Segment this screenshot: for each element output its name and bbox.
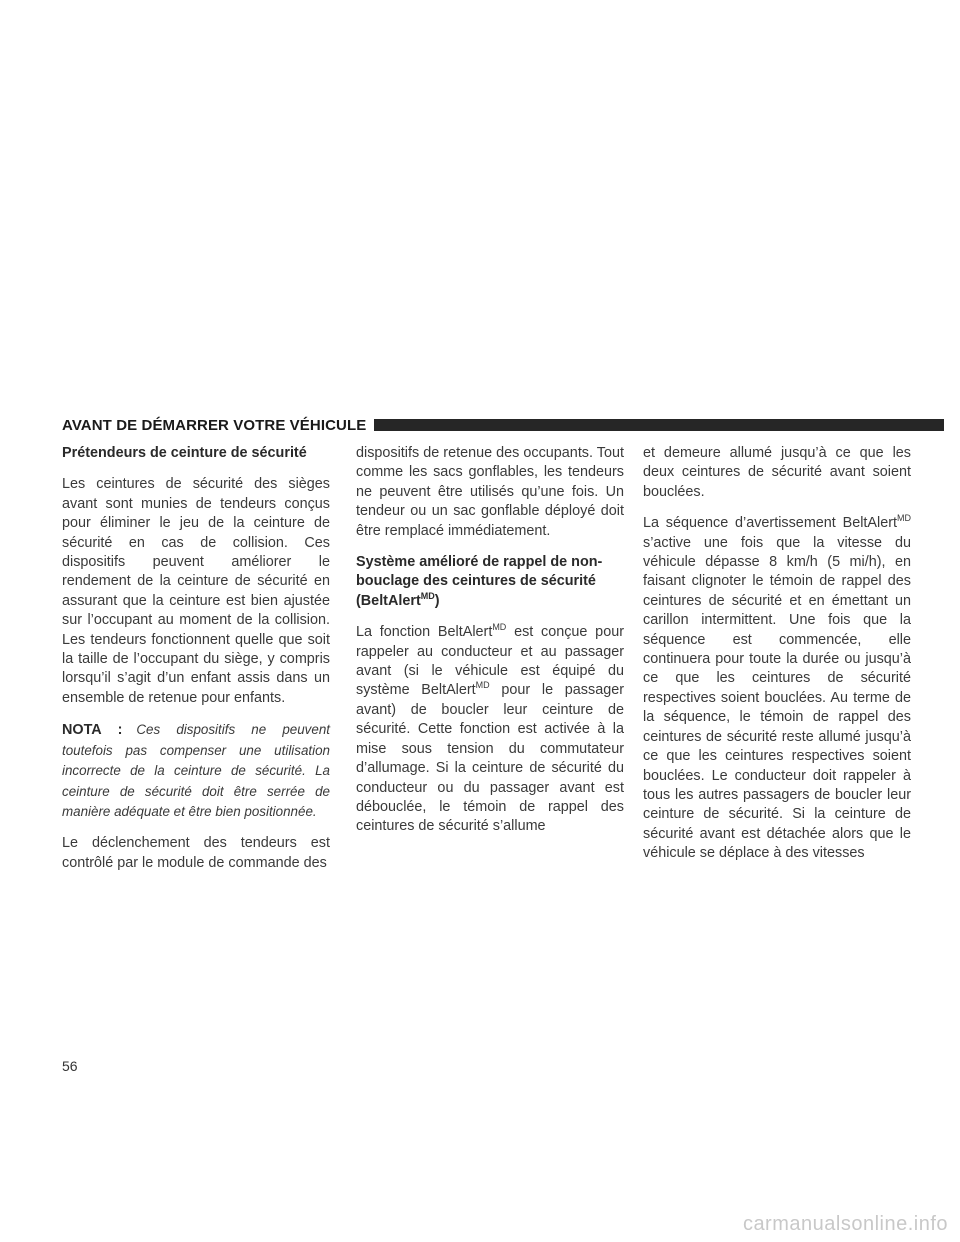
trademark-sup: MD: [492, 622, 507, 633]
nota-note: [62, 720, 330, 822]
watermark: carmanualsonline.info: [742, 1213, 948, 1235]
beltalert-text-b: est conçue pour rappeler au conducteur et au passager avant (si le véhicule est équipé du système BeltAlert: [356, 624, 624, 699]
column-3: [643, 444, 911, 876]
column-2: [356, 444, 624, 849]
section-header: [62, 412, 944, 438]
trademark-sup: MD: [475, 680, 490, 691]
nota-label: NOTA :: [62, 722, 123, 739]
trademark-sup: MD: [420, 590, 435, 601]
column-1: [62, 444, 330, 885]
reminder-paragraph: et demeure allumé jusqu’à ce que les deux ceintures de sécurité avant soient bouclées.: [643, 445, 911, 500]
beltalert-paragraph: [356, 623, 624, 836]
sequence-text-b: s’active une fois que la vitesse du véhicule dépasse 8 km/h (5 mi/h), en faisant clignoter le témoin de rappel des ceintures de sécurité et en émettant un carillon intermittent. Une fois que la séquence est commencée, elle continuera pour toute la durée ou jusqu’à ce que les ceintures de sécurité respectives soient bouclées. Au terme de la séquence, le témoin de rappel des ceintures de sécurité reste allumé jusqu’à ce que les ceintures respectives soient bouclées. Le conducteur doit rappeler à tous les autres passagers de boucler leur ceinture de sécurité. Si la ceinture de sécurité avant est détachée alors que le véhicule se déplace à des vitesses: [643, 534, 911, 862]
sequence-text-a: La séquence d’avertissement BeltAlert: [643, 515, 897, 532]
page-number: 56: [62, 1058, 78, 1074]
header-rule: [374, 419, 944, 431]
section-title: AVANT DE DÉMARRER VOTRE VÉHICULE: [62, 416, 367, 434]
trademark-sup: MD: [897, 513, 911, 524]
beltalert-text-c: pour le passager avant) de boucler leur ceinture de sécurité. Cette fonction est activée à la mise sous tension du commutateur d’allumage. Si la ceinture de sécurité du conducteur ou du passager avant est débouclée, le témoin de rappel des ceintures de sécurité s’allume: [356, 682, 624, 835]
beltalert-heading: [356, 553, 624, 611]
beltalert-heading-text: Système amélioré de rappel de non-bouclage des ceintures de sécurité (BeltAlert: [356, 554, 603, 609]
sequence-paragraph: [643, 514, 911, 863]
deployment-paragraph: Le déclenchement des tendeurs est contrôlé par le module de commande des: [62, 835, 330, 871]
nota-text: Ces dispositifs ne peuvent toutefois pas compenser une utilisation incorrecte de la ceinture de sécurité. La ceinture de sécurité doit être serrée de manière adéquate et être bien positionnée.: [62, 722, 330, 819]
beltalert-text-a: La fonction BeltAlert: [356, 624, 493, 641]
pretensioner-heading: Prétendeurs de ceinture de sécurité: [62, 445, 307, 461]
beltalert-heading-end: ): [434, 592, 440, 609]
pretensioner-paragraph: Les ceintures de sécurité des sièges avant sont munies de tendeurs conçus pour éliminer le jeu de la ceinture de sécurité en cas de collision. Ces dispositifs peuvent améliorer le rendement de la ceinture de sécurité en assurant que la ceinture est bien ajustée sur l’occupant au moment de la collision. Les tendeurs fonctionnent quelle que soit la taille de l’occupant du siège, y compris lorsqu’il s’agit d’un enfant assis dans un ensemble de retenue pour enfants.: [62, 476, 330, 706]
restraint-paragraph: dispositifs de retenue des occupants. Tout comme les sacs gonflables, les tendeurs ne peuvent être utilisés qu’une fois. Un tendeur ou un sac gonflable déployé doit être remplacé immédiatement.: [356, 445, 624, 539]
